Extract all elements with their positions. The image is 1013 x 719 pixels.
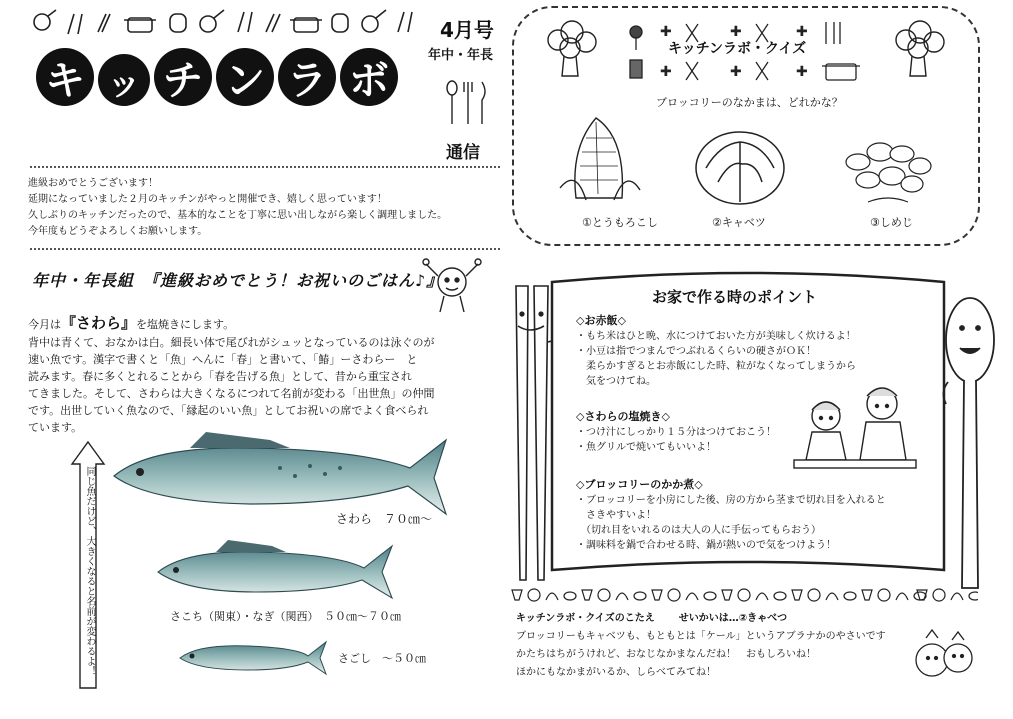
intro-line: [28, 314, 435, 334]
answer-section: [516, 610, 886, 682]
points-line: ・つけ汁にしっかり１５分はつけておこう！: [576, 427, 776, 438]
quiz-question: ブロッコリーのなかまは、どれかな？: [656, 96, 843, 109]
section-body: [28, 314, 435, 436]
cabbage-illustration: [690, 124, 790, 214]
divider: [30, 248, 500, 250]
points-line: ・魚グリルで焼いてもいいよ！: [576, 442, 716, 453]
divider: [30, 166, 500, 168]
cooking-kids-illustration: [790, 376, 920, 476]
page-title: [36, 48, 398, 106]
fish-label: さわら ７０㎝〜: [336, 512, 433, 526]
body-line: ています。: [28, 421, 83, 434]
growth-arrow: [70, 440, 106, 690]
points-line: 柔らかすぎるとお赤飯にした時、粒がなくなってしまうから: [576, 361, 856, 372]
celebration-character-icon: [416, 256, 486, 320]
header-utensil-row: [28, 8, 428, 36]
points-group-sawara: [576, 408, 776, 455]
intro-suffix: を塩焼きにします。: [136, 318, 235, 331]
points-heading: ◇ブロッコリーのかか煮◇: [576, 478, 703, 491]
title-char: チ: [154, 48, 212, 106]
fish-sagochi-illustration: [156, 538, 396, 606]
svg-text:✚: ✚: [730, 24, 742, 40]
utensil-characters-icon: [444, 78, 492, 132]
issue-label: 4月号: [440, 18, 494, 42]
arrow-text: 同じ魚だけど、大きくなると名前が変わるよ！: [84, 466, 95, 676]
body-line: てきました。そして、さわらは大きくなるにつれて名前が変わる「出世魚」の仲間: [28, 387, 435, 400]
points-line: ・もち米はひと晩、水につけておいた方が美味しく炊けるよ！: [576, 331, 856, 342]
quiz-title: キッチンラボ・クイズ: [668, 41, 807, 57]
title-char: ラ: [278, 48, 336, 106]
greeting-line: 今年度もどうぞよろしくお願いします。: [28, 226, 208, 237]
answer-heading: [516, 610, 886, 628]
points-line: 気をつけてね。: [576, 376, 656, 387]
answer-line: かたちはちがうけれど、おなじなかまなんだね！ おもしろいね！: [516, 649, 816, 660]
section-heading: 年中・年長組 『進級おめでとう！お祝いのごはん♪』: [32, 271, 444, 290]
answer-ornament-row: [508, 584, 978, 610]
vegetable-characters-icon: [910, 628, 980, 692]
svg-text:✚: ✚: [796, 64, 808, 80]
points-line: ・ブロッコリーを小房にした後、房の方から茎まで切れ目を入れると: [576, 495, 886, 506]
intro-prefix: 今月は: [28, 318, 61, 331]
answer-line: ほかにもなかまがいるか、しらべてみてね！: [516, 667, 716, 678]
body-line: 背中は青くて、おなかは白。細長い体で尾びれがシュッとなっているのは泳ぐのが: [28, 336, 435, 349]
points-heading: ◇さわらの塩焼き◇: [576, 410, 670, 423]
points-line: ・調味料を鍋で合わせる時、鍋が熱いので気をつけよう！: [576, 540, 836, 551]
greeting-line: 進級おめでとうございます！: [28, 178, 158, 189]
points-group-broccoli: [576, 476, 886, 553]
body-line: です。出世していく魚なので、「縁起のいい魚」としてお祝いの席でよく食べられ: [28, 404, 429, 417]
body-line: 読みます。春に多くとれることから「春を告げる魚」として、昔から重宝され: [28, 370, 412, 383]
title-char: ン: [216, 48, 274, 106]
points-line: （切れ目をいれるのは大人の人に手伝ってもらおう）: [576, 525, 821, 536]
subtitle-label: 通信: [446, 143, 480, 163]
fish-label: さごし 〜５０㎝: [338, 652, 426, 665]
fish-label: さこち（関東）・なぎ（関西） ５０㎝〜７０㎝: [170, 610, 401, 623]
greeting-line: 延期になっていました２月のキッチンがやっと開催でき、嬉しく思っています！: [28, 194, 387, 205]
quiz-option: ②キャベツ: [712, 216, 766, 229]
utensils-icon: [28, 8, 428, 36]
answer-line: ブロッコリーもキャベツも、もともとは「ケール」というアブラナかのやさいです: [516, 631, 886, 642]
svg-text:✚: ✚: [796, 24, 808, 40]
svg-text:✚: ✚: [730, 64, 742, 80]
spoon-character-icon: [938, 292, 1002, 596]
greeting-line: 久しぶりのキッチンだったので、基本的なことを丁寧に思い出しながら楽しく調理しました。: [28, 210, 448, 221]
svg-text:✚: ✚: [660, 64, 672, 80]
corn-illustration: [556, 108, 646, 212]
body-line: 速い魚です。漢字で書くと「魚」へんに「春」と書いて、「鰆」ーさわらー と: [28, 353, 418, 366]
answer-value: せいかいは…②きゃべつ: [678, 613, 788, 624]
points-line: ・小豆は指でつまんでつぶれるくらいの硬さがＯＫ！: [576, 346, 816, 357]
points-line: さきやすいよ！: [576, 510, 656, 521]
title-char: ッ: [98, 54, 150, 106]
greeting-text: [28, 176, 447, 240]
quiz-option: ①とうもろこし: [582, 216, 658, 229]
shimeji-illustration: [838, 132, 938, 216]
fish-sagoshi-illustration: [178, 636, 328, 680]
fish-sawara-illustration: [110, 428, 450, 522]
quiz-option: ③しめじ: [870, 216, 913, 229]
title-char: キ: [36, 48, 94, 106]
grade-label: 年中・年長: [428, 48, 494, 63]
points-heading: ◇お赤飯◇: [576, 314, 626, 327]
intro-fish: 『さわら』: [61, 314, 137, 332]
answer-label: キッチンラボ・クイズのこたえ: [516, 613, 655, 624]
points-title: お家で作る時のポイント: [652, 288, 818, 306]
svg-text:✚: ✚: [660, 24, 672, 40]
broccoli-icon: [888, 18, 948, 84]
broccoli-icon: [540, 18, 600, 84]
title-char: ボ: [340, 48, 398, 106]
